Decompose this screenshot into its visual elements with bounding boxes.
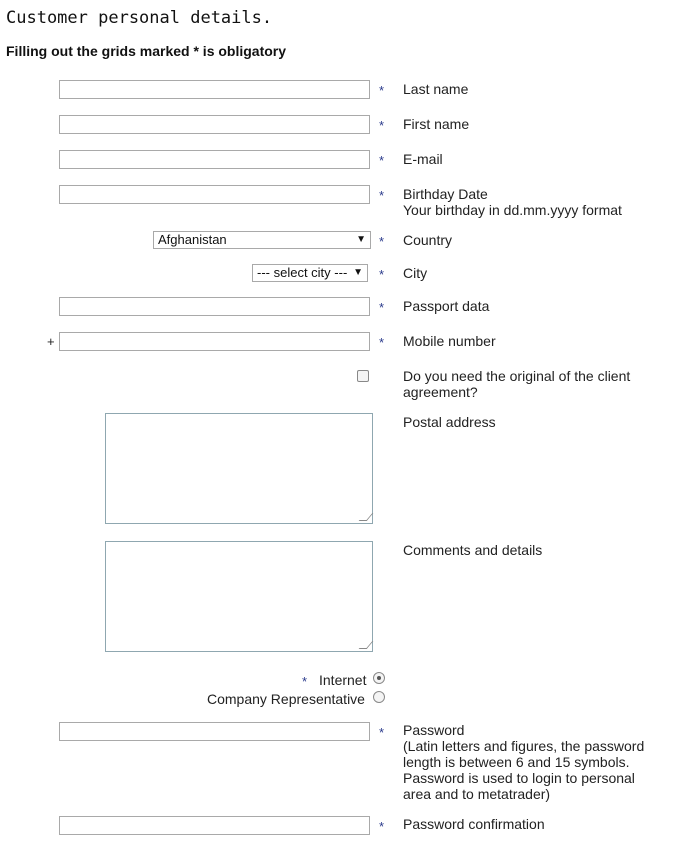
last-name-input[interactable] — [59, 80, 370, 99]
required-marker: * — [379, 234, 385, 249]
postal-address-label: Postal address — [403, 414, 496, 430]
required-marker: * — [379, 300, 385, 315]
chevron-down-icon: ▼ — [356, 234, 366, 245]
email-label: E-mail — [403, 151, 443, 167]
phone-prefix: + — [47, 334, 55, 349]
required-marker: * — [379, 118, 385, 133]
required-marker: * — [379, 267, 385, 282]
country-select[interactable] — [153, 231, 371, 249]
original-agreement-label: Do you need the original of the client agreement? — [403, 368, 631, 400]
form-instructions: Filling out the grids marked * is obligatory — [6, 43, 287, 59]
radio-internet-label: Internet — [319, 672, 367, 688]
country-label: Country — [403, 232, 453, 248]
password-hint: (Latin letters and figures, the password length is between 6 and 15 symbols. Password is used to login to personal area and to metatrader) — [403, 738, 645, 802]
required-marker: * — [379, 83, 385, 98]
password-confirmation-input[interactable] — [59, 816, 370, 835]
mobile-label: Mobile number — [403, 333, 496, 349]
password-label: Password — [403, 722, 465, 738]
radio-company-representative[interactable] — [373, 691, 385, 703]
password-input[interactable] — [59, 722, 370, 741]
resize-handle-icon[interactable] — [359, 513, 374, 521]
birthday-input[interactable] — [59, 185, 370, 204]
required-marker: * — [379, 335, 385, 350]
city-label: City — [403, 265, 428, 281]
postal-address-textarea[interactable] — [105, 413, 373, 524]
required-marker: * — [379, 153, 385, 168]
radio-internet[interactable] — [373, 672, 385, 684]
mobile-input[interactable] — [59, 332, 370, 351]
page-title: Customer personal details. — [6, 8, 273, 28]
required-marker: * — [379, 819, 385, 834]
birthday-label: Birthday Date — [403, 186, 488, 202]
required-marker: * — [302, 674, 308, 689]
chevron-down-icon: ▼ — [353, 267, 363, 278]
radio-company-representative-label: Company Representative — [207, 691, 365, 707]
email-input[interactable] — [59, 150, 370, 169]
password-confirmation-label: Password confirmation — [403, 816, 545, 832]
comments-label: Comments and details — [403, 542, 543, 558]
required-marker: * — [379, 188, 385, 203]
resize-handle-icon[interactable] — [359, 641, 374, 649]
required-marker: * — [379, 725, 385, 740]
first-name-input[interactable] — [59, 115, 370, 134]
city-select[interactable] — [252, 264, 368, 282]
passport-label: Passport data — [403, 298, 490, 314]
city-selected-value: --- select city --- — [257, 265, 348, 280]
original-agreement-checkbox[interactable] — [357, 370, 369, 382]
passport-input[interactable] — [59, 297, 370, 316]
last-name-label: Last name — [403, 81, 469, 97]
birthday-hint: Your birthday in dd.mm.yyyy format — [403, 202, 622, 218]
country-selected-value: Afghanistan — [158, 232, 227, 247]
first-name-label: First name — [403, 116, 470, 132]
comments-textarea[interactable] — [105, 541, 373, 652]
